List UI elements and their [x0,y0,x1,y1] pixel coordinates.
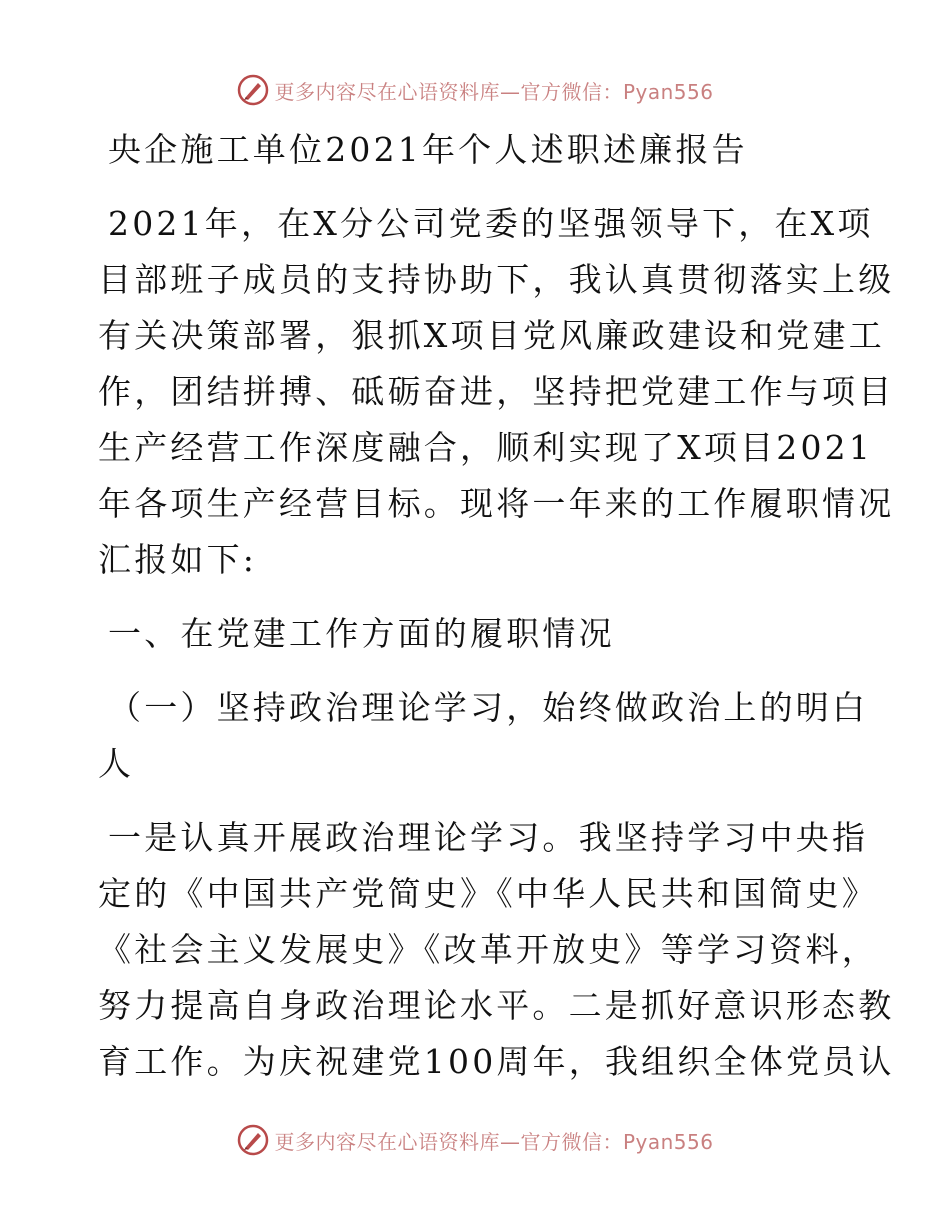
paragraph-line: 一是认真开展政治理论学习。我坚持学习中央指 [108,818,869,857]
header-watermark [0,70,950,110]
subsection-heading: 人 [98,744,135,783]
paragraph-line: 目部班子成员的支持协助下，我认真贯彻落实上级 [98,260,895,299]
paragraph-line: 《社会主义发展史》《改革开放史》等学习资料， [98,930,878,969]
paragraph-line: 有关决策部署，狠抓X项目党风廉政建设和党建工 [98,316,885,355]
paragraph-line: 育工作。为庆祝建党100周年，我组织全体党员认 [98,1042,895,1081]
document-body [98,122,895,1090]
watermark-text: 更多内容尽在心语资料库—官方微信：Pyan556 [274,79,714,104]
footer-watermark [0,1120,950,1160]
pen-in-circle-logo-icon [236,1123,270,1157]
paragraph-line: 汇报如下: [98,540,258,579]
paragraph-line: 2021年，在X分公司党委的坚强领导下，在X项 [108,204,874,243]
watermark-text: 更多内容尽在心语资料库—官方微信：Pyan556 [274,1129,714,1154]
pen-in-circle-logo-icon [236,73,270,107]
paragraph-line: 生产经营工作深度融合，顺利实现了X项目2021 [98,428,874,467]
document-title: 央企施工单位2021年个人述职述廉报告 [108,130,748,169]
paragraph-line: 年各项生产经营目标。现将一年来的工作履职情况 [98,484,895,523]
paragraph-line: 努力提高自身政治理论水平。二是抓好意识形态教 [98,986,895,1025]
paragraph-line: 定的《中国共产党简史》《中华人民共和国简史》 [98,874,878,913]
subsection-heading: （一）坚持政治理论学习，始终做政治上的明白 [108,688,869,727]
paragraph-line: 作，团结拼搏、砥砺奋进，坚持把党建工作与项目 [98,372,895,411]
section-heading: 一、在党建工作方面的履职情况 [108,614,615,653]
